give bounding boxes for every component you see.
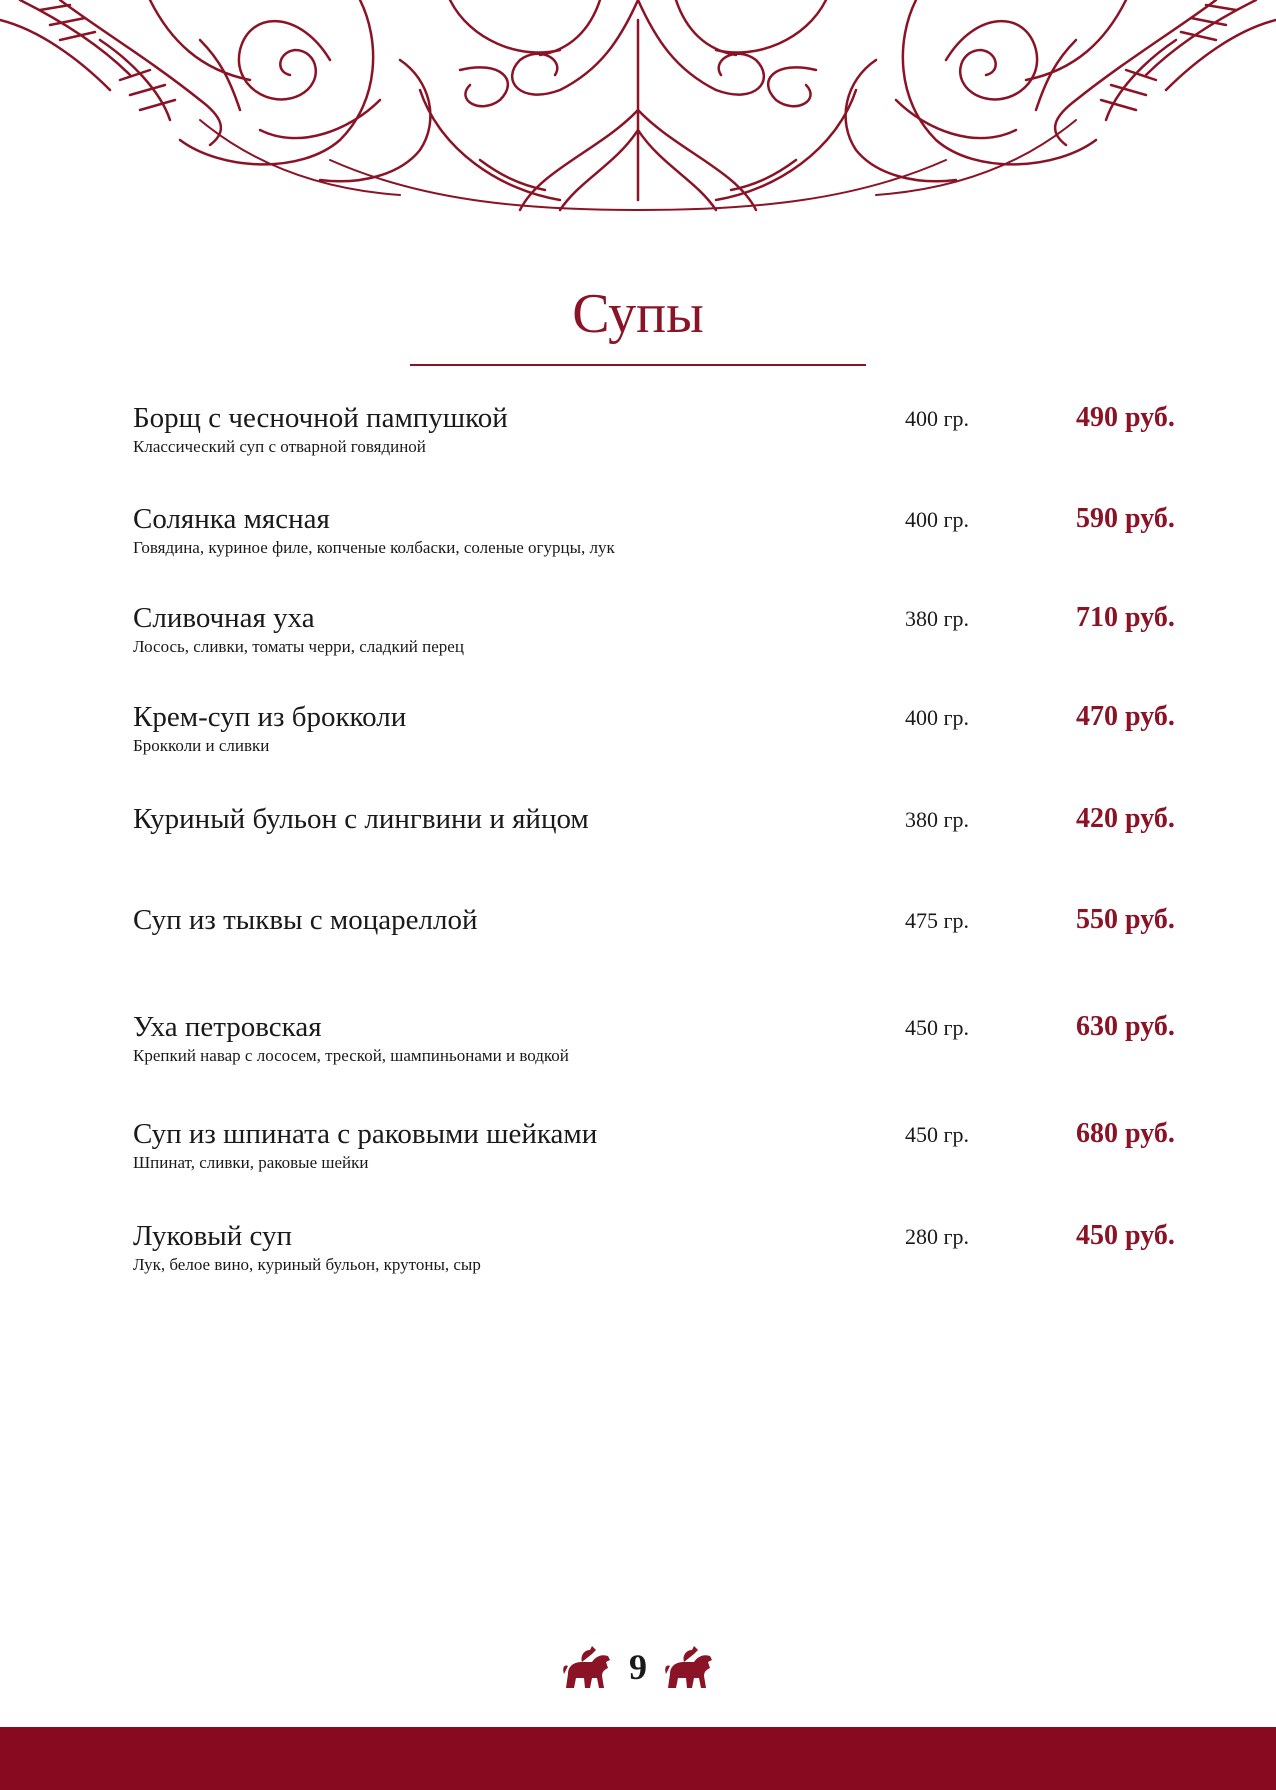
lion-icon <box>664 1646 714 1690</box>
menu-item-weight: 380 гр. <box>905 807 970 832</box>
menu-item-price: 710 руб. <box>1076 602 1175 633</box>
menu-item <box>0 1222 1276 1282</box>
menu-item-price: 470 руб. <box>1076 701 1175 732</box>
menu-item-price: 420 руб. <box>1076 803 1175 834</box>
page-title: Супы <box>572 283 704 345</box>
menu-item-name: Суп из шпината с раковыми шейками <box>133 1118 598 1150</box>
menu-item <box>0 1120 1276 1180</box>
lion-icon <box>562 1646 612 1690</box>
menu-item <box>0 404 1276 464</box>
menu-item-name: Суп из тыквы с моцареллой <box>133 904 478 936</box>
menu-item-weight: 400 гр. <box>905 406 970 431</box>
menu-item-price: 630 руб. <box>1076 1011 1175 1042</box>
menu-item-price: 550 руб. <box>1076 904 1175 935</box>
title-divider <box>410 364 866 366</box>
menu-item <box>0 1013 1276 1073</box>
menu-item-name: Борщ с чесночной пампушкой <box>133 402 508 434</box>
menu-item-weight: 450 гр. <box>905 1122 970 1147</box>
menu-item <box>0 906 1276 966</box>
menu-item-weight: 450 гр. <box>905 1015 970 1040</box>
menu-item-weight: 475 гр. <box>905 908 970 933</box>
menu-item <box>0 703 1276 763</box>
menu-item-description: Говядина, куриное филе, копченые колбаски, соленые огурцы, лук <box>133 538 615 557</box>
menu-item-weight: 400 гр. <box>905 507 970 532</box>
menu-item-name: Сливочная уха <box>133 602 315 634</box>
menu-item-name: Луковый суп <box>133 1220 293 1252</box>
page-number: 9 <box>629 1647 647 1687</box>
menu-item-weight: 280 гр. <box>905 1224 970 1249</box>
menu-item-description: Лук, белое вино, куриный бульон, крутоны, сыр <box>133 1255 481 1274</box>
menu-item-weight: 400 гр. <box>905 705 970 730</box>
menu-item-description: Брокколи и сливки <box>133 736 270 755</box>
page-footer-emblem <box>560 1646 716 1690</box>
menu-item-description: Крепкий навар с лососем, треской, шампиньонами и водкой <box>133 1046 569 1065</box>
menu-item-name: Крем-суп из брокколи <box>133 701 407 733</box>
ornament-header <box>0 0 1276 215</box>
menu-item-price: 490 руб. <box>1076 402 1175 433</box>
menu-item-description: Классический суп с отварной говядиной <box>133 437 426 456</box>
menu-item-name: Куриный бульон с лингвини и яйцом <box>133 803 589 835</box>
menu-item-price: 680 руб. <box>1076 1118 1175 1149</box>
menu-item <box>0 604 1276 664</box>
menu-item <box>0 505 1276 565</box>
menu-item-price: 590 руб. <box>1076 503 1175 534</box>
menu-item-name: Солянка мясная <box>133 503 330 535</box>
menu-item-price: 450 руб. <box>1076 1220 1175 1251</box>
menu-item-description: Лосось, сливки, томаты черри, сладкий перец <box>133 637 464 656</box>
menu-item-description: Шпинат, сливки, раковые шейки <box>133 1153 369 1172</box>
menu-item-name: Уха петровская <box>133 1011 322 1043</box>
footer-bar <box>0 1727 1276 1790</box>
menu-item-weight: 380 гр. <box>905 606 970 631</box>
menu-item <box>0 805 1276 865</box>
